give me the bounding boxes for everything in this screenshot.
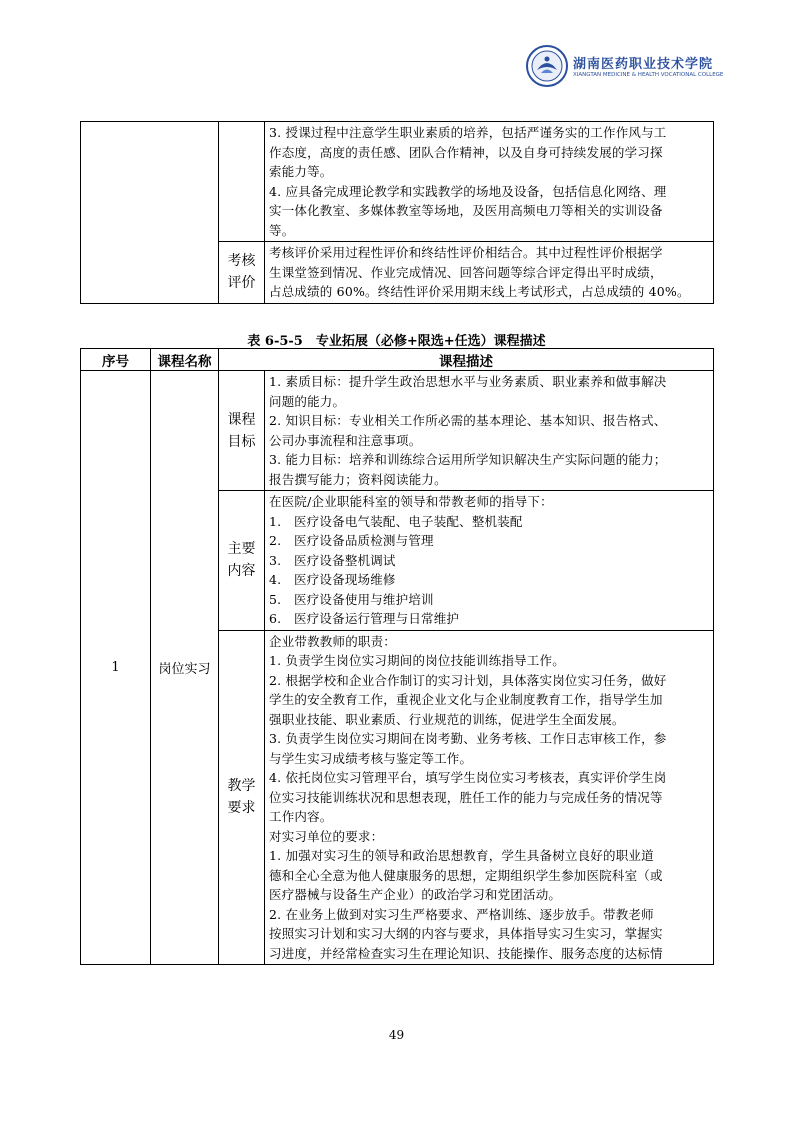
teaching-requirements-continued [265, 122, 714, 242]
text-line: 生课堂签到情况、作业完成情况、回答问题等综合评定得出平时成绩， [269, 264, 663, 280]
text-line: 习进度，并经常检查实习生在理论知识、技能操作、服务态度的达标情 [269, 945, 663, 961]
text-line: 4. 应具备完成理论教学和实践教学的场地及设备，包括信息化网络、理 [269, 183, 667, 199]
text-line: 作态度，高度的责任感、团队合作精神，以及自身可持续发展的学习探 [269, 144, 663, 160]
text-line: 1. 负责学生岗位实习期间的岗位技能训练指导工作。 [269, 653, 565, 668]
text-line: 索能力等。 [269, 164, 333, 179]
header-no: 序号 [81, 349, 151, 371]
text-line: 1. 加强对实习生的领导和政治思想教育，学生具备树立良好的职业道 [269, 848, 654, 863]
text-line: 位实习技能训练状况和思想表现，胜任工作的能力与完成任务的情况等 [269, 789, 663, 805]
text-line: 实一体化教室、多媒体教室等场地，及医用高频电刀等相关的实训设备 [269, 203, 663, 218]
section-label-teaching-requirements [219, 630, 265, 965]
text-line: 学生的安全教育工作，重视企业文化与企业制度教育工作，指导学生加 [269, 692, 663, 707]
text-line: 公司办事流程和注意事项。 [269, 432, 422, 448]
table-row [81, 371, 714, 491]
text-line: 2. 在业务上做到对实习生严格要求、严格训练、逐步放手。带教老师 [269, 906, 654, 922]
text-line: 按照实习计划和实习大纲的内容与要求，具体指导实习生实习，掌握实 [269, 926, 663, 941]
label-line: 评价 [227, 275, 256, 292]
text-line: 强职业技能、职业素质、行业规范的训练，促进学生全面发展。 [269, 711, 625, 727]
text-line: 2. 根据学校和企业合作制订的实习计划，具体落实岗位实习任务，做好 [269, 672, 667, 688]
content-description [265, 491, 714, 631]
table-header-row [81, 349, 714, 371]
label-line: 考核 [227, 253, 256, 270]
text-line: 1. 素质目标：提升学生政治思想水平与业务素质、职业素养和做事解决 [269, 374, 667, 389]
label-line: 课程 [227, 411, 256, 428]
previous-course-table [80, 121, 714, 304]
text-line: 3. 负责学生岗位实习期间在岗考勤、业务考核、工作日志审核工作，参 [269, 731, 667, 746]
table-row [81, 122, 714, 242]
text-line: 医疗器械与设备生产企业）的政治学习和党团活动。 [269, 887, 562, 902]
text-line: 5. 医疗设备使用与维护培训 [269, 591, 434, 607]
table-caption: 表 6-5-5 专业拓展（必修+限选+任选）课程描述 [247, 334, 546, 349]
text-line: 与学生实习成绩考核与鉴定等工作。 [269, 750, 473, 766]
text-line: 工作内容。 [269, 809, 333, 824]
college-logo [525, 44, 765, 90]
text-line: 对实习单位的要求： [269, 828, 384, 844]
text-line: 企业带教教师的职责： [269, 633, 397, 649]
text-line: 问题的能力。 [269, 393, 346, 409]
text-line: 4. 医疗设备现场维修 [269, 572, 396, 587]
blank-name-cell [81, 122, 219, 304]
text-line: 等。 [269, 222, 295, 238]
teaching-requirements-description [265, 630, 714, 965]
logo-subtitle: XIANGTAN MEDICINE & HEALTH VOCATIONAL COLLEGE [573, 72, 724, 78]
label-line: 内容 [227, 563, 256, 580]
text-line: 2. 知识目标：专业相关工作所必需的基本理论、基本知识、报告格式、 [269, 413, 667, 428]
course-description-table [80, 348, 714, 965]
text-line: 3. 授课过程中注意学生职业素质的培养，包括严谨务实的工作作风与工 [269, 125, 667, 140]
course-number: 1 [81, 371, 151, 965]
label-line: 要求 [227, 800, 256, 817]
text-line: 1. 医疗设备电气装配、电子装配、整机装配 [269, 513, 523, 529]
section-label-assessment [219, 242, 265, 304]
header-course-name: 课程名称 [151, 349, 219, 371]
text-line: 2. 医疗设备品质检测与管理 [269, 533, 434, 548]
section-label-objectives [219, 371, 265, 491]
logo-title: 湖南医药职业技术学院 [573, 57, 714, 72]
text-line: 在医院/企业职能科室的领导和带教老师的指导下： [269, 494, 553, 509]
text-line: 6. 医疗设备运行管理与日常维护 [269, 611, 460, 626]
header-course-description: 课程描述 [219, 349, 714, 371]
label-line: 目标 [227, 433, 256, 450]
text-line: 报告撰写能力；资料阅读能力。 [269, 471, 447, 487]
assessment-description [265, 242, 714, 304]
section-label-blank [219, 122, 265, 242]
text-line: 占总成绩的 60%。终结性评价采用期末线上考试形式，占总成绩的 40%。 [269, 284, 690, 299]
text-line: 德和全心全意为他人健康服务的思想，定期组织学生参加医院科室（或 [269, 867, 663, 883]
text-line: 4. 依托岗位实习管理平台，填写学生岗位实习考核表，真实评价学生岗 [269, 770, 667, 785]
label-line: 教学 [227, 778, 256, 795]
college-emblem-icon [525, 44, 569, 88]
text-line: 3. 能力目标：培养和训练综合运用所学知识解决生产实际问题的能力； [269, 452, 667, 467]
objectives-description [265, 371, 714, 491]
text-line: 考核评价采用过程性评价和终结性评价相结合。其中过程性评价根据学 [269, 245, 663, 260]
text-line: 3. 医疗设备整机调试 [269, 552, 396, 568]
label-line: 主要 [227, 541, 256, 558]
section-label-content [219, 491, 265, 631]
course-name: 岗位实习 [151, 371, 219, 965]
page-number: 49 [388, 1028, 405, 1042]
